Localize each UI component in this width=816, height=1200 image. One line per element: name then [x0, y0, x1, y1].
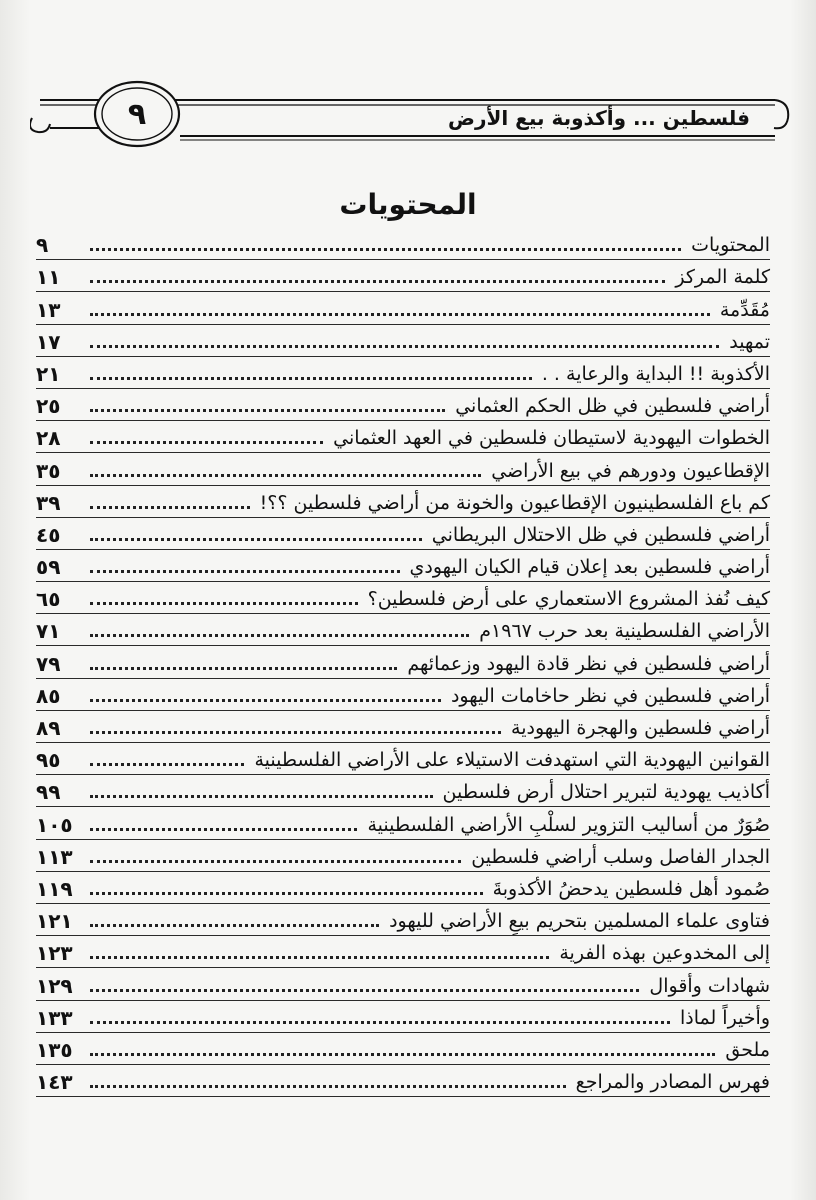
toc-page-number: ١٣٣ [36, 1005, 73, 1030]
toc-page-number: ١٢٣ [36, 941, 73, 966]
toc-dot-leader [90, 409, 445, 412]
running-header [30, 78, 790, 160]
toc-row[interactable] [36, 292, 770, 324]
toc-dot-leader [90, 1053, 715, 1056]
running-header-title: فلسطين ... وأكذوبة بيع الأرض [448, 106, 750, 130]
toc-row[interactable] [36, 1001, 770, 1033]
toc-entry-title: كيف نُفذ المشروع الاستعماري على أرض فلسطين؟ [367, 588, 770, 611]
toc-page-number: ١٢١ [36, 909, 73, 934]
toc-dot-leader [90, 506, 250, 509]
toc-dot-leader [90, 280, 665, 283]
toc-page-number: ٢٥ [36, 394, 61, 419]
page-number: ٩ [127, 96, 147, 132]
toc-entry-title: أراضي فلسطين والهجرة اليهودية [511, 717, 770, 739]
toc-row[interactable] [36, 711, 770, 743]
toc-dot-leader [90, 828, 357, 831]
toc-entry-title: مُقَدِّمة [719, 298, 770, 321]
toc-entry-title: أكاذيب يهودية لتبرير احتلال أرض فلسطين [442, 781, 770, 804]
toc-row[interactable] [36, 421, 770, 453]
toc-dot-leader [90, 667, 397, 670]
toc-page-number: ٣٩ [36, 490, 61, 515]
toc-entry-title: صُوَرٌ من أساليب التزوير لسلْبِ الأراضي الفلسطينية [367, 813, 770, 836]
toc-entry-title: الجدار الفاصل وسلب أراضي فلسطين [471, 845, 770, 868]
toc-row[interactable] [36, 228, 770, 260]
toc-row[interactable] [36, 968, 770, 1000]
toc-entry-title: أراضي فلسطين بعد إعلان قيام الكيان اليهودي [409, 556, 770, 579]
toc-page-number: ٧٩ [36, 651, 61, 676]
toc-page-number: ٧١ [36, 619, 61, 644]
toc-row[interactable] [36, 453, 770, 485]
toc-entry-title: الأراضي الفلسطينية بعد حرب ١٩٦٧م [479, 620, 770, 643]
toc-page-number: ١٣٥ [36, 1037, 73, 1062]
toc-dot-leader [90, 1021, 670, 1024]
toc-dot-leader [90, 699, 441, 702]
toc-entry-title: أراضي فلسطين في ظل الحكم العثماني [455, 395, 770, 418]
toc-page-number: ١١٩ [36, 876, 73, 901]
toc-row[interactable] [36, 743, 770, 775]
toc-entry-title: الإقطاعيون ودورهم في بيع الأراضي [491, 459, 770, 482]
toc-entry-title: المحتويات [691, 234, 770, 257]
toc-entry-title: كم باع الفلسطينيون الإقطاعيون والخونة من أراضي فلسطين ؟؟! [259, 491, 770, 514]
toc-row[interactable] [36, 582, 770, 614]
toc-entry-title: شهادات وأقوال [649, 974, 770, 997]
toc-page-number: ١٣ [36, 297, 61, 322]
toc-entry-title: كلمة المركز [675, 266, 770, 289]
toc-row[interactable] [36, 1065, 770, 1097]
toc-dot-leader [90, 538, 422, 541]
toc-row[interactable] [36, 646, 770, 678]
toc-entry-title: وأخيراً لماذا [679, 1006, 770, 1029]
toc-entry-title: الأكذوبة !! البداية والرعاية . . [541, 362, 770, 385]
toc-page-number: ٥٩ [36, 555, 61, 580]
toc-row[interactable] [36, 872, 770, 904]
toc-dot-leader [90, 731, 501, 734]
toc-page-number: ٣٥ [36, 458, 61, 483]
toc-dot-leader [90, 313, 710, 316]
table-of-contents [36, 228, 770, 1097]
toc-page-number: ٩٩ [36, 780, 61, 805]
toc-entry-title: أراضي فلسطين في نظر قادة اليهود وزعمائهم [407, 652, 770, 675]
toc-entry-title: أراضي فلسطين في نظر حاخامات اليهود [450, 684, 770, 707]
toc-row[interactable] [36, 550, 770, 582]
toc-entry-title: إلى المخدوعين بهذه الفرية [559, 942, 770, 965]
toc-dot-leader [90, 602, 358, 605]
toc-page-number: ١٠٥ [36, 812, 73, 837]
toc-row[interactable] [36, 486, 770, 518]
toc-page-number: ٩٥ [36, 748, 61, 773]
toc-dot-leader [90, 1085, 566, 1088]
toc-row[interactable] [36, 904, 770, 936]
toc-row[interactable] [36, 518, 770, 550]
toc-page-number: ٦٥ [36, 587, 61, 612]
toc-row[interactable] [36, 807, 770, 839]
toc-dot-leader [90, 924, 379, 927]
toc-entry-title: فتاوى علماء المسلمين بتحريم بيعِ الأراضي لليهود [389, 910, 770, 933]
toc-dot-leader [90, 474, 481, 477]
toc-page-number: ١٢٩ [36, 973, 73, 998]
toc-dot-leader [90, 795, 433, 798]
toc-row[interactable] [36, 936, 770, 968]
toc-row[interactable] [36, 840, 770, 872]
toc-dot-leader [90, 634, 469, 637]
toc-dot-leader [90, 570, 400, 573]
toc-page-number: ١١ [36, 265, 61, 290]
toc-dot-leader [90, 441, 323, 444]
toc-row[interactable] [36, 260, 770, 292]
toc-heading: المحتويات [339, 188, 477, 221]
toc-entry-title: فهرس المصادر والمراجع [575, 1071, 770, 1094]
toc-page-number: ١١٣ [36, 844, 73, 869]
toc-row[interactable] [36, 325, 770, 357]
toc-entry-title: تمهيد [729, 330, 770, 353]
toc-dot-leader [90, 377, 532, 380]
toc-dot-leader [90, 763, 244, 766]
toc-entry-title: ملحق [725, 1038, 770, 1061]
toc-page-number: ١٤٣ [36, 1070, 73, 1095]
toc-page-number: ١٧ [36, 329, 61, 354]
toc-dot-leader [90, 345, 719, 348]
toc-page-number: ٩ [36, 233, 49, 258]
toc-row[interactable] [36, 389, 770, 421]
toc-page-number: ٨٥ [36, 683, 61, 708]
toc-entry-title: الخطوات اليهودية لاستيطان فلسطين في العهد العثماني [333, 427, 770, 450]
toc-page-number: ٤٥ [36, 522, 61, 547]
toc-entry-title: القوانين اليهودية التي استهدفت الاستيلاء على الأراضي الفلسطينية [254, 749, 770, 772]
toc-row[interactable] [36, 357, 770, 389]
toc-page-number: ٢١ [36, 361, 61, 386]
toc-dot-leader [90, 989, 639, 992]
toc-row[interactable] [36, 679, 770, 711]
toc-row[interactable] [36, 614, 770, 646]
toc-entry-title: أراضي فلسطين في ظل الاحتلال البريطاني [431, 523, 770, 546]
toc-dot-leader [90, 956, 549, 959]
toc-page-number: ٨٩ [36, 716, 61, 740]
toc-page-number: ٢٨ [36, 426, 61, 451]
toc-dot-leader [90, 892, 483, 895]
toc-dot-leader [90, 248, 681, 251]
toc-dot-leader [90, 860, 461, 863]
toc-row[interactable] [36, 1033, 770, 1065]
toc-row[interactable] [36, 775, 770, 807]
toc-entry-title: صُمود أهل فلسطين يدحضُ الأكذوبةَ [492, 877, 770, 900]
